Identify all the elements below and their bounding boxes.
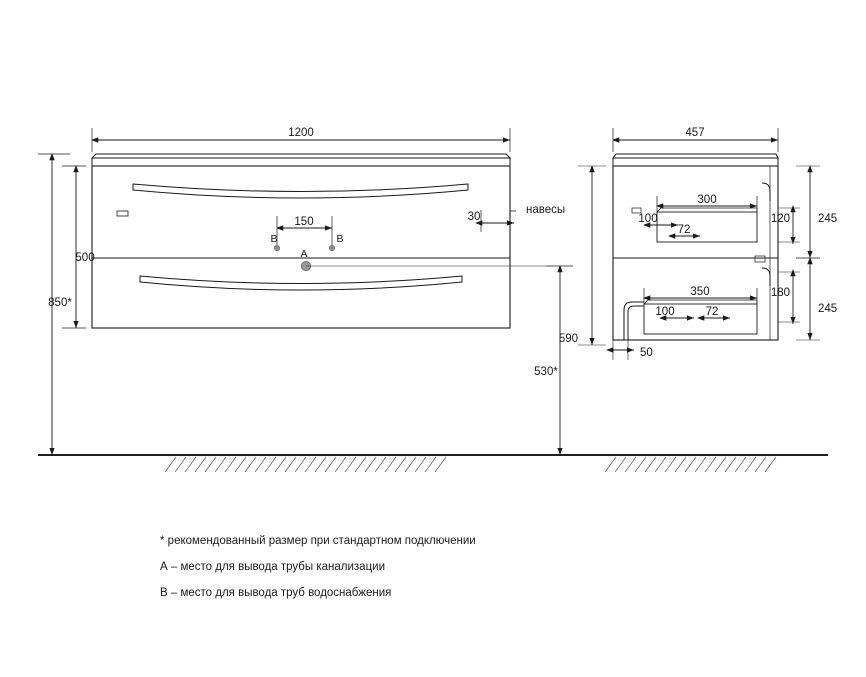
dim-180-label: 180 <box>770 287 790 299</box>
dim-300-label: 300 <box>697 194 717 206</box>
dim-500-label: 500 <box>75 252 95 264</box>
dim-100-lower-label: 100 <box>655 306 675 318</box>
dim-245-lower-label: 245 <box>818 303 838 315</box>
dim-590-label: 590 <box>558 333 578 345</box>
dim-100-upper-label: 100 <box>638 213 658 225</box>
ground-group <box>38 455 828 472</box>
point-b-left-label: В <box>270 233 278 245</box>
legend-item-0: * рекомендованный размер при стандартном подключении <box>160 535 476 547</box>
point-b-right-label: В <box>336 233 344 245</box>
dim-457-label: 457 <box>685 127 705 139</box>
side-countertop <box>613 158 778 166</box>
dim-72-lower-label: 72 <box>705 306 719 318</box>
dim-72-upper-label: 72 <box>677 224 691 236</box>
side-view-group <box>559 127 837 360</box>
dim-350-label: 350 <box>690 286 710 298</box>
side-countertop-top-edge <box>613 154 778 158</box>
dim-50-label: 50 <box>640 347 653 359</box>
dim-1200-label: 1200 <box>288 127 314 139</box>
legend-item-2: В – место для вывода труб водоснабжения <box>160 587 392 599</box>
ground-hatch-right <box>605 457 776 472</box>
point-b-left-marker <box>274 245 279 250</box>
ground-hatch-left <box>165 457 446 472</box>
point-b-right-marker <box>329 245 334 250</box>
hanger-label: навесы <box>526 204 566 216</box>
dim-30-label: 30 <box>467 211 481 223</box>
front-view-group <box>38 127 573 455</box>
legend-item-1: А – место для вывода трубы канализации <box>160 561 386 573</box>
legend-block <box>160 528 476 606</box>
side-upper-drawer-box <box>657 212 757 242</box>
point-a-label: А <box>300 248 308 260</box>
dim-245-upper-label: 245 <box>818 213 838 225</box>
dim-850-label: 850* <box>48 297 72 309</box>
front-countertop-top-edge <box>92 154 510 158</box>
front-countertop <box>92 158 510 166</box>
dim-150-label: 150 <box>294 216 314 228</box>
dim-120-label: 120 <box>770 213 790 225</box>
dim-530-label: 530* <box>534 366 558 378</box>
